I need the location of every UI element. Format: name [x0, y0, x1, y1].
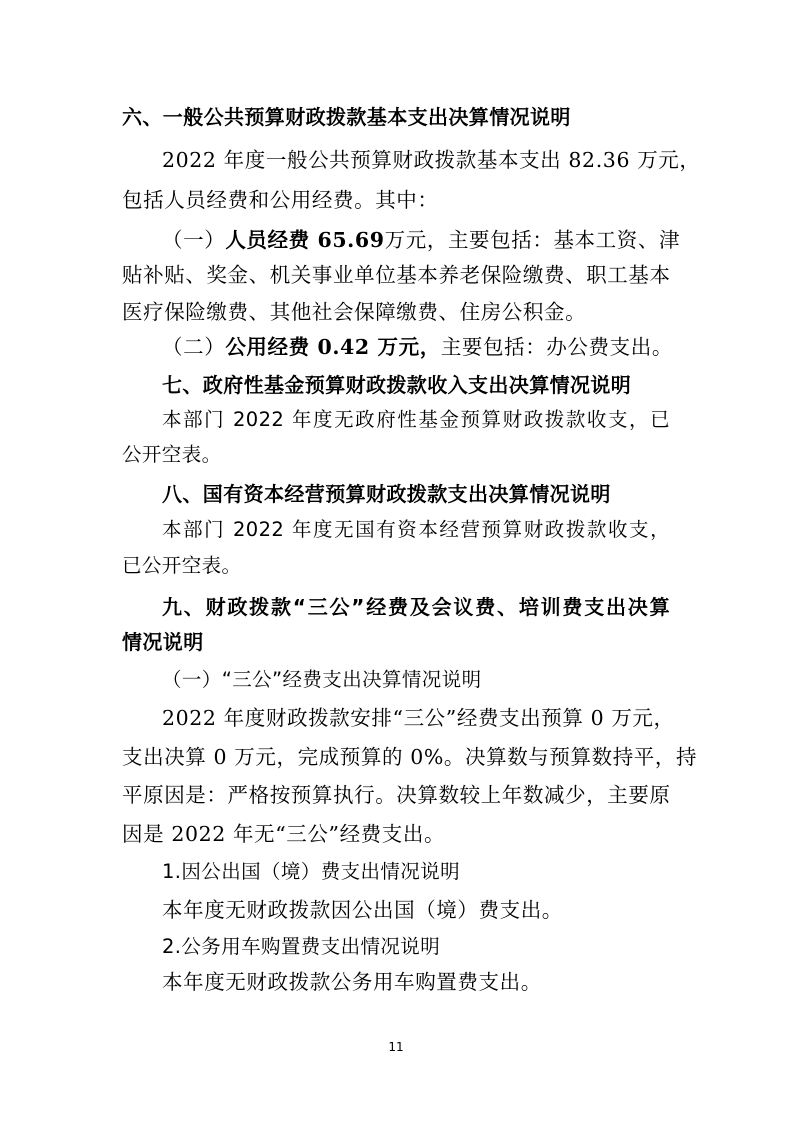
- paragraph-line: 贴补贴、奖金、机关事业单位基本养老保险缴费、职工基本: [122, 263, 671, 287]
- paragraph-line: 医疗保险缴费、其他社会保障缴费、住房公积金。: [122, 300, 587, 324]
- item-heading: 1.因公出国（境）费支出情况说明: [162, 860, 461, 883]
- section-9-heading-cont: 情况说明: [122, 630, 204, 654]
- paragraph-line: 本部门 2022 年度无政府性基金预算财政拨款收支，已: [162, 408, 670, 431]
- subsection-heading: （一）“三公”经费支出决算情况说明: [162, 668, 482, 691]
- text-run: 万元，主要包括：基本工资、津: [384, 228, 681, 252]
- section-8-heading: 八、国有资本经营预算财政拨款支出决算情况说明: [162, 482, 611, 506]
- paragraph-line: 2022 年度财政拨款安排“三公”经费支出预算 0 万元，: [162, 706, 675, 730]
- text-run: 主要包括：办公费支出。: [440, 335, 673, 359]
- section-6-heading: 六、一般公共预算财政拨款基本支出决算情况说明: [122, 105, 571, 129]
- paragraph-line: 2022 年度一般公共预算财政拨款基本支出 82.36 万元，: [162, 148, 701, 172]
- paragraph-line-public-funds: [162, 332, 673, 362]
- list-prefix: （二）: [162, 335, 226, 359]
- paragraph-line: 本部门 2022 年度无国有资本经营预算财政拨款收支，: [162, 518, 670, 541]
- paragraph-line: 包括人员经费和公用经费。其中：: [122, 188, 439, 212]
- bold-term: 公用经费 0.42 万元，: [225, 335, 441, 359]
- paragraph-line: 本年度无财政拨款因公出国（境）费支出。: [162, 898, 563, 922]
- paragraph-line-personnel: [162, 225, 681, 255]
- page-number: 11: [388, 1040, 404, 1054]
- section-7-heading: 七、政府性基金预算财政拨款收入支出决算情况说明: [162, 373, 632, 397]
- paragraph-line: 支出决算 0 万元，完成预算的 0%。决算数与预算数持平，持: [122, 745, 698, 769]
- bold-term: 人员经费 65.69: [225, 228, 385, 252]
- section-9-heading: 九、财政拨款“三公”经费及会议费、培训费支出决算: [162, 595, 670, 619]
- item-heading: 2.公务用车购置费支出情况说明: [162, 935, 441, 958]
- list-prefix: （一）: [162, 228, 226, 252]
- paragraph-line: 公开空表。: [122, 443, 222, 466]
- paragraph-line: 平原因是：严格按预算执行。决算数较上年数减少，主要原: [122, 783, 671, 807]
- paragraph-line: 因是 2022 年无“三公”经费支出。: [122, 822, 446, 846]
- paragraph-line: 本年度无财政拨款公务用车购置费支出。: [162, 970, 542, 994]
- paragraph-line: 已公开空表。: [122, 554, 242, 577]
